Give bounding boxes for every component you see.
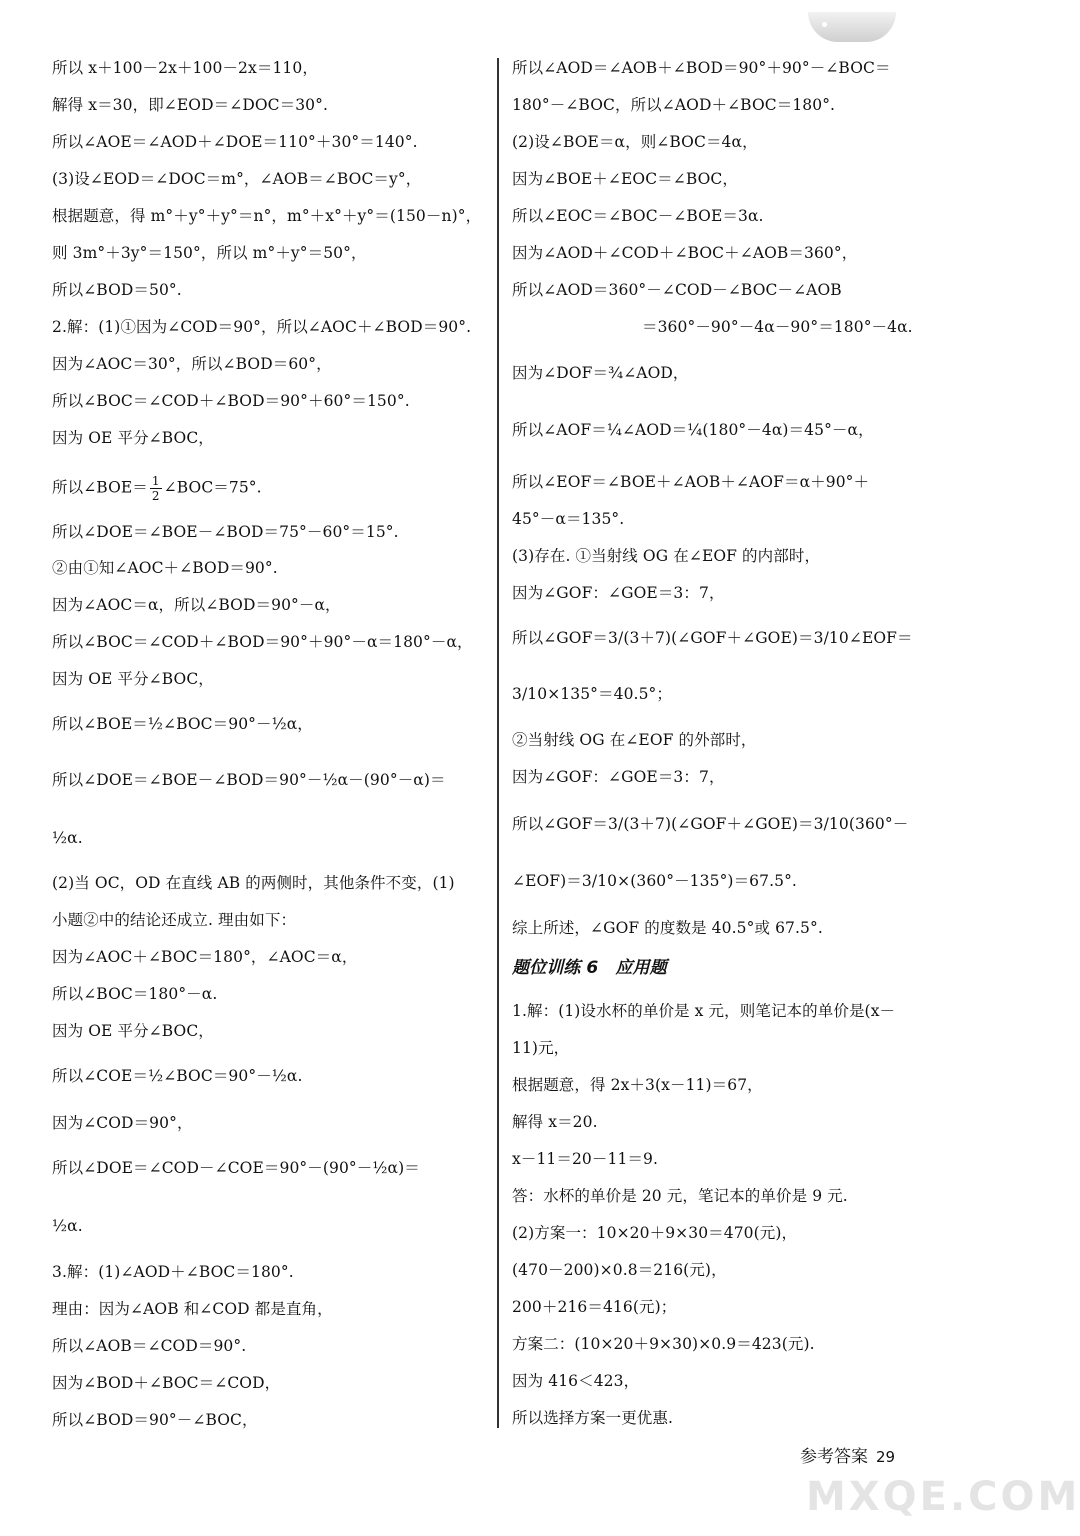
answer-line: 因为∠GOF：∠GOE＝3：7， [512,584,725,602]
answer-line: (3)设∠EOD＝∠DOC＝m°，∠AOB＝∠BOC＝y°， [52,170,422,188]
answer-line: 因为∠GOF：∠GOE＝3：7， [512,768,725,786]
answer-line: 所以∠AOD＝∠AOB＋∠BOD＝90°＋90°－∠BOC＝ [512,59,891,77]
footer-label: 参考答案 [800,1447,868,1467]
watermark-text: MXQE.COM [806,1474,1080,1520]
answer-line: 所以选择方案一更优惠. [512,1409,674,1427]
answer-line: 因为∠COD＝90°， [52,1114,193,1132]
answer-line: ＝360°－90°－4α－90°＝180°－4α. [642,318,913,336]
answer-line: (2)设∠BOE＝α，则∠BOC＝4α， [512,133,758,151]
answer-line: 1.解：(1)设水杯的单价是 x 元，则笔记本的单价是(x－ [512,1002,896,1020]
answer-line: 所以∠COE＝½∠BOC＝90°－½α. [52,1067,303,1085]
answer-line: 所以∠BOE＝½∠BOC＝90°－½α， [52,715,313,733]
answer-line: 所以∠AOF＝¼∠AOD＝¼(180°－4α)＝45°－α， [512,421,874,439]
answer-line [52,595,341,615]
answer-line: 因为 OE 平分∠BOC， [52,429,214,447]
line-text: 因为 OE 平分∠BOC， [52,670,214,688]
answer-line [52,558,278,578]
answer-line [52,522,399,542]
answer-line: 所以 x＋100－2x＋100－2x＝110， [52,59,318,77]
answer-line: 因为∠BOE＋∠EOC＝∠BOC， [512,170,738,188]
answer-line: ½α. [52,829,83,847]
page-number: 29 [876,1448,896,1466]
answer-line: (470－200)×0.8＝216(元)， [512,1261,727,1279]
answer-line: 45°－α＝135°. [512,510,625,528]
answer-line: (2)方案一：10×20＋9×30＝470(元)， [512,1224,798,1242]
answer-line: 解得 x＝20. [512,1113,598,1131]
answer-line: ②当射线 OG 在∠EOF 的外部时， [512,731,757,749]
answer-line: x－11＝20－11＝9. [512,1150,658,1168]
answer-line: ½α. [52,1217,83,1235]
line-text: 因为∠AOC＝α，所以∠BOD＝90°－α， [52,596,341,614]
answer-line: 因为 OE 平分∠BOC， [52,1022,214,1040]
answer-line: 所以∠BOC＝180°－α. [52,985,218,1003]
answer-line [52,632,473,652]
answer-line: 所以∠EOC＝∠BOC－∠BOE＝3α. [512,207,764,225]
answer-line: 3.解：(1)∠AOD＋∠BOC＝180°. [52,1263,294,1281]
answer-line: 200＋216＝416(元)； [512,1298,677,1316]
line-text: ∠BOC＝75°. [163,478,262,497]
answer-line: 因为∠DOF＝¾∠AOD， [512,364,689,382]
answer-line: 所以∠GOF＝3/(3＋7)(∠GOF＋∠GOE)＝3/10∠EOF＝ [512,629,913,647]
line-text: ②由①知∠AOC＋∠BOD＝90°. [52,559,278,577]
answer-line: 理由：因为∠AOB 和∠COD 都是直角， [52,1300,333,1318]
answer-line: 则 3m°＋3y°＝150°，所以 m°＋y°＝50°， [52,244,367,262]
answer-line: 所以∠BOD＝90°－∠BOC， [52,1411,258,1429]
answer-line: 所以∠GOF＝3/(3＋7)(∠GOF＋∠GOE)＝3/10(360°－ [512,815,909,833]
line-text: 所以∠BOE＝ [52,478,148,497]
answer-line: ∠EOF)＝3/10×(360°－135°)＝67.5°. [512,872,797,890]
answer-line: (3)存在. ①当射线 OG 在∠EOF 的内部时， [512,547,821,565]
answer-line: 2.解：(1)①因为∠COD＝90°，所以∠AOC＋∠BOD＝90°. [52,318,472,336]
answer-line: 11)元， [512,1039,570,1057]
answer-line: 根据题意，得 m°＋y°＋y°＝n°，m°＋x°＋y°＝(150－n)°， [52,207,482,225]
section-title: 题位训练 6 应用题 [512,958,667,978]
answer-line: 所以∠DOE＝∠BOE－∠BOD＝90°－½α－(90°－α)＝ [52,771,446,789]
answer-line: 所以∠BOD＝50°. [52,281,182,299]
answer-line: 因为∠BOD＋∠BOC＝∠COD， [52,1374,281,1392]
answer-line: (2)当 OC，OD 在直线 AB 的两侧时，其他条件不变，(1) [52,874,455,892]
answer-line: 因为 416＜423， [512,1372,640,1390]
page-footer [800,1442,895,1467]
answer-line: 3/10×135°＝40.5°； [512,685,672,703]
answer-line: 所以∠EOF＝∠BOE＋∠AOB＋∠AOF＝α＋90°＋ [512,473,870,491]
answer-line: 根据题意，得 2x＋3(x－11)＝67， [512,1076,763,1094]
answer-line: 所以∠AOE＝∠AOD＋∠DOE＝110°＋30°＝140°. [52,133,418,151]
answer-line: 所以∠DOE＝∠COD－∠COE＝90°－(90°－½α)＝ [52,1159,420,1177]
answer-line: 180°－∠BOC，所以∠AOD＋∠BOC＝180°. [512,96,836,114]
answer-line: 所以∠AOD＝360°－∠COD－∠BOC－∠AOB [512,281,842,299]
answer-line: 因为∠AOC＝30°，所以∠BOD＝60°， [52,355,332,373]
answer-line: 所以∠BOC＝∠COD＋∠BOD＝90°＋60°＝150°. [52,392,410,410]
answer-line: 因为∠AOD＋∠COD＋∠BOC＋∠AOB＝360°， [512,244,858,262]
line-text: 所以∠BOC＝∠COD＋∠BOD＝90°＋90°－α＝180°－α， [52,633,473,651]
answer-line: 因为∠AOC＋∠BOC＝180°，∠AOC＝α， [52,948,358,966]
answer-line: 小题②中的结论还成立. 理由如下： [52,911,297,929]
answer-line: 综上所述，∠GOF 的度数是 40.5°或 67.5°. [512,919,823,937]
answer-line: 答：水杯的单价是 20 元，笔记本的单价是 9 元. [512,1187,848,1205]
answer-line [52,669,214,689]
page-corner-decoration [808,12,896,42]
answer-line: 解得 x＝30，即∠EOD＝∠DOC＝30°. [52,96,329,114]
fraction: $\frac{1}{2}$ [151,474,160,503]
column-divider [497,58,499,1428]
answer-line: 所以∠AOB＝∠COD＝90°. [52,1337,247,1355]
answer-line [52,474,262,503]
line-text: 所以∠DOE＝∠BOE－∠BOD＝75°－60°＝15°. [52,523,399,541]
answer-line: 方案二：(10×20＋9×30)×0.9＝423(元). [512,1335,815,1353]
